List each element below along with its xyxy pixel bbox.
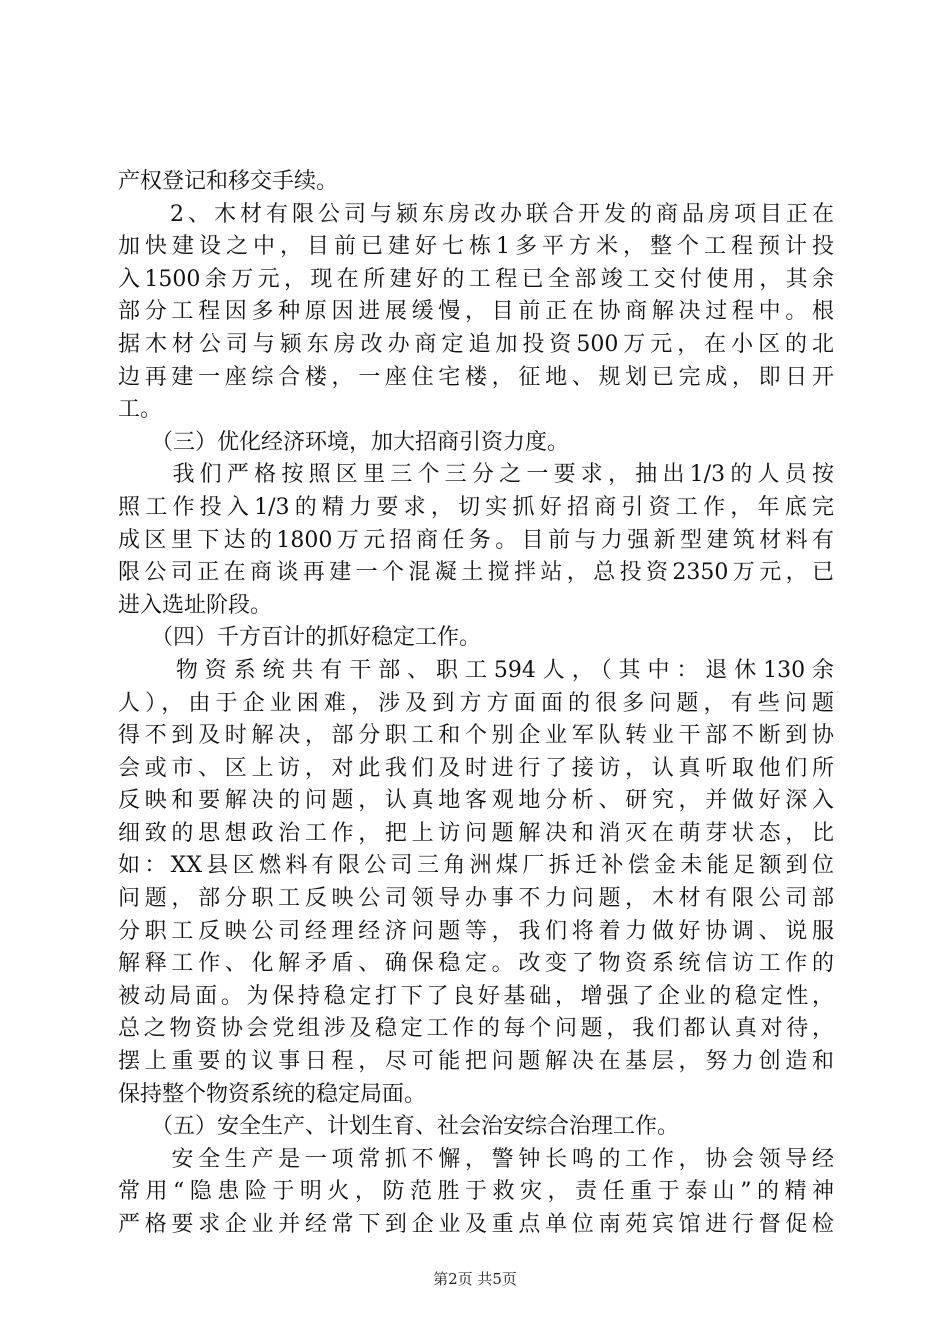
text-line: 限公司正在商谈再建一个混凝土搅拌站，总投资2350万元，已 bbox=[118, 560, 834, 586]
text-line: 照工作投入1/3的精力要求，切实抓好招商引资工作，年底完 bbox=[118, 494, 834, 520]
text-line: 物资系统共有干部、职工594人，（其中：退休130余 bbox=[118, 657, 834, 683]
text-line: 安全生产是一项常抓不懈，警钟长鸣的工作，协会领导经 bbox=[118, 1146, 834, 1172]
text-line: 2、木材有限公司与颍东房改办联合开发的商品房项目正在 bbox=[118, 201, 834, 227]
text-line: 分职工反映公司经理经济问题等，我们将着力做好协调、说服 bbox=[118, 918, 834, 944]
text-line: 工。 bbox=[118, 397, 163, 423]
text-line: 细致的思想政治工作，把上访问题解决和消灭在萌芽状态，比 bbox=[118, 820, 834, 846]
text-line: 人），由于企业困难，涉及到方方面面的很多问题，有些问题 bbox=[118, 690, 834, 716]
text-line: （五）安全生产、计划生育、社会治安综合治理工作。 bbox=[118, 1114, 680, 1140]
text-line: 得不到及时解决，部分职工和个别企业军队转业干部不断到协 bbox=[118, 723, 834, 749]
page-footer: 第2页 共5页 bbox=[433, 1270, 517, 1288]
text-line: 加快建设之中，目前已建好七栋1多平方米，整个工程预计投 bbox=[118, 234, 834, 260]
text-line: 反映和要解决的问题，认真地客观地分析、研究，并做好深入 bbox=[118, 788, 834, 814]
text-line: 边再建一座综合楼，一座住宅楼，征地、规划已完成，即日开 bbox=[118, 364, 834, 390]
text-line: 严格要求企业并经常下到企业及重点单位南苑宾馆进行督促检 bbox=[118, 1212, 834, 1237]
text-line: 产权登记和移交手续。 bbox=[118, 169, 339, 194]
text-line: （四）千方百计的抓好稳定工作。 bbox=[118, 625, 482, 651]
text-line: 总之物资协会党组涉及稳定工作的每个问题，我们都认真对待， bbox=[118, 1016, 834, 1042]
text-line: 被动局面。为保持稳定打下了良好基础，增强了企业的稳定性， bbox=[118, 983, 834, 1009]
text-line: 保持整个物资系统的稳定局面。 bbox=[118, 1081, 427, 1107]
text-line: 摆上重要的议事日程，尽可能把问题解决在基层，努力创造和 bbox=[118, 1049, 834, 1075]
text-line: 会或市、区上访，对此我们及时进行了接访，认真听取他们所 bbox=[118, 755, 834, 781]
text-line: 常用“隐患险于明火，防范胜于救灾，责任重于泰山”的精神 bbox=[118, 1179, 834, 1205]
text-line: 据木材公司与颍东房改办商定追加投资500万元，在小区的北 bbox=[118, 331, 834, 357]
text-line: 如：XX县区燃料有限公司三角洲煤厂拆迁补偿金未能足额到位 bbox=[118, 853, 834, 879]
text-line: （三）优化经济环境，加大招商引资力度。 bbox=[118, 429, 570, 455]
body-text bbox=[118, 166, 834, 1242]
text-line: 进入选址阶段。 bbox=[118, 592, 273, 618]
text-line: 解释工作、化解矛盾、确保稳定。改变了物资系统信访工作的 bbox=[118, 951, 834, 977]
text-line: 我们严格按照区里三个三分之一要求，抽出1/3的人员按 bbox=[118, 462, 834, 488]
text-line: 问题，部分职工反映公司领导办事不力问题，木材有限公司部 bbox=[118, 886, 834, 912]
text-line: 成区里下达的1800万元招商任务。目前与力强新型建筑材料有 bbox=[118, 527, 834, 553]
text-line: 部分工程因多种原因进展缓慢，目前正在协商解决过程中。根 bbox=[118, 299, 834, 325]
text-line: 入1500余万元，现在所建好的工程已全部竣工交付使用，其余 bbox=[118, 266, 834, 292]
